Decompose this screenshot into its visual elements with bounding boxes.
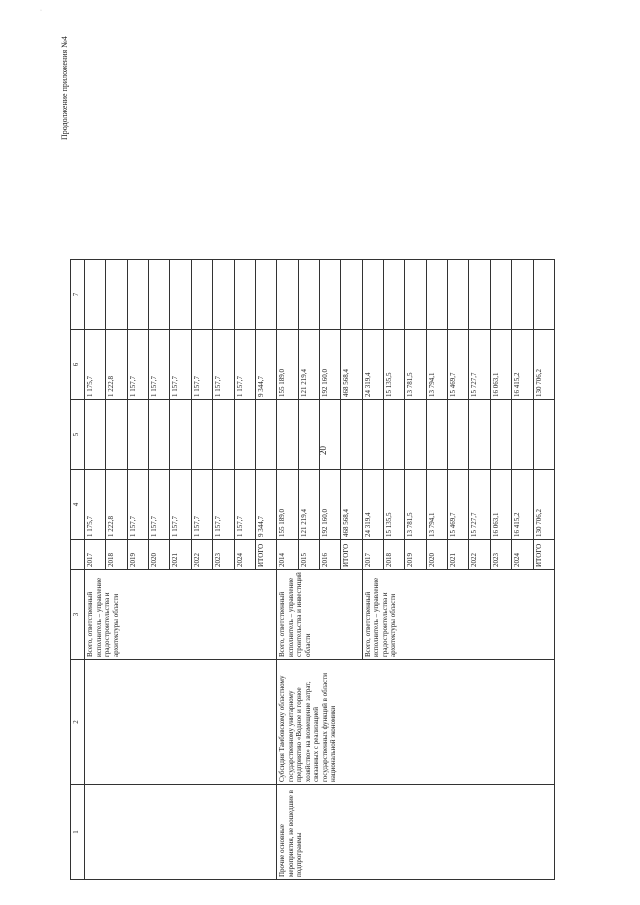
table-cell: 2023 [213, 540, 234, 570]
table-cell: Всего, ответственный исполнитель – управление градостроительства и архитектуры области [85, 570, 277, 660]
table-cell: 2015 [298, 540, 319, 570]
table-cell: 16 063,1 [490, 470, 511, 540]
table-cell: ИТОГО [341, 540, 362, 570]
table-cell [469, 400, 490, 470]
table-cell: 15 727,7 [469, 470, 490, 540]
table-cell: 1 157,7 [191, 470, 212, 540]
table-cell: 2020 [149, 540, 170, 570]
table-cell: 16 063,1 [490, 330, 511, 400]
table-cell: 2019 [127, 540, 148, 570]
rotated-table-container [70, 260, 555, 880]
table-cell: 2023 [490, 540, 511, 570]
table-cell [106, 400, 127, 470]
table-cell [234, 400, 255, 470]
table-cell: 2019 [405, 540, 426, 570]
table-cell: 9 344,7 [255, 470, 276, 540]
table-cell: 2020 [426, 540, 447, 570]
table-cell: 1 175,7 [85, 470, 106, 540]
table-cell: 15 135,5 [384, 470, 405, 540]
table-cell: 468 568,4 [341, 470, 362, 540]
table-cell: 130 706,2 [533, 330, 554, 400]
table-cell: 15 469,7 [448, 470, 469, 540]
header-cell: 6 [71, 330, 85, 400]
table-cell [106, 260, 127, 330]
table-cell: 13 794,1 [426, 330, 447, 400]
table-cell [255, 260, 276, 330]
table-cell: 1 157,7 [170, 470, 191, 540]
table-cell [213, 260, 234, 330]
table-row [85, 260, 106, 880]
header-cell: 7 [71, 260, 85, 330]
table-cell [277, 400, 298, 470]
table-cell [191, 400, 212, 470]
corner-mark: · [40, 8, 42, 14]
table-cell: 192 160,0 [319, 470, 340, 540]
table-cell: 2017 [362, 540, 383, 570]
table-cell [469, 260, 490, 330]
table-cell: Всего, ответственный исполнитель – управление строительства и инвестиций области [277, 570, 362, 660]
table-cell: ИТОГО [533, 540, 554, 570]
table-cell: 2018 [384, 540, 405, 570]
table-row [277, 260, 298, 880]
table-cell: 1 157,7 [149, 330, 170, 400]
table-cell [298, 400, 319, 470]
table-cell [362, 400, 383, 470]
table-cell [170, 400, 191, 470]
table-cell [149, 400, 170, 470]
header-cell [71, 540, 85, 570]
table-cell [85, 660, 277, 785]
table-cell [191, 260, 212, 330]
table-cell [448, 400, 469, 470]
header-cell: 4 [71, 470, 85, 540]
table-cell: ИТОГО [255, 540, 276, 570]
table-cell: 1 157,7 [234, 330, 255, 400]
table-cell: 2022 [469, 540, 490, 570]
table-cell: 155 189,0 [277, 330, 298, 400]
table-cell [405, 400, 426, 470]
table-cell [512, 400, 533, 470]
table-cell: 9 344,7 [255, 330, 276, 400]
table-cell: 1 157,7 [213, 470, 234, 540]
table-cell: 2014 [277, 540, 298, 570]
table-cell: 1 175,7 [85, 330, 106, 400]
table-cell: 130 706,2 [533, 470, 554, 540]
table-cell [255, 400, 276, 470]
table-cell [127, 400, 148, 470]
table-cell [213, 400, 234, 470]
table-cell: 2022 [191, 540, 212, 570]
table-cell: 2021 [448, 540, 469, 570]
table-cell: 1 222,8 [106, 330, 127, 400]
table-cell: 13 794,1 [426, 470, 447, 540]
table-cell [277, 260, 298, 330]
header-cell: 3 [71, 570, 85, 660]
table-cell: 1 157,7 [191, 330, 212, 400]
table-cell [85, 400, 106, 470]
table-cell [448, 260, 469, 330]
header-cell: 1 [71, 785, 85, 880]
table-cell: 15 727,7 [469, 330, 490, 400]
table-cell: 1 157,7 [170, 330, 191, 400]
table-cell [533, 400, 554, 470]
table-cell [405, 260, 426, 330]
table-cell [490, 260, 511, 330]
header-row [71, 260, 85, 880]
table-cell [384, 260, 405, 330]
table-cell: 2021 [170, 540, 191, 570]
table-cell [170, 260, 191, 330]
table-cell [85, 785, 277, 880]
table-cell [149, 260, 170, 330]
table-cell [319, 400, 340, 470]
table-cell [384, 400, 405, 470]
table-cell: 1 157,7 [213, 330, 234, 400]
continuation-note: Продолжение приложения №4 [60, 36, 69, 140]
table-cell [362, 260, 383, 330]
table-cell: 2018 [106, 540, 127, 570]
table-cell: 16 415,2 [512, 330, 533, 400]
table-cell: 15 135,5 [384, 330, 405, 400]
table-cell: 121 219,4 [298, 330, 319, 400]
table-cell: 16 415,2 [512, 470, 533, 540]
budget-table [70, 259, 555, 880]
header-cell: 2 [71, 660, 85, 785]
table-cell: 13 781,5 [405, 470, 426, 540]
table-cell [127, 260, 148, 330]
table-cell: 1 157,7 [127, 330, 148, 400]
table-cell [490, 400, 511, 470]
table-cell [426, 260, 447, 330]
table-cell: 2024 [234, 540, 255, 570]
table-cell: Всего, ответственный исполнитель – управление градостроительства и архитектуры области [362, 570, 554, 660]
page-number: 20 [318, 446, 328, 455]
table-cell: 121 219,4 [298, 470, 319, 540]
table-cell: 15 469,7 [448, 330, 469, 400]
table-cell: 155 189,0 [277, 470, 298, 540]
header-cell: 5 [71, 400, 85, 470]
table-cell: 1 157,7 [127, 470, 148, 540]
table-cell: 192 160,0 [319, 330, 340, 400]
table-body [85, 260, 555, 880]
table-cell [85, 260, 106, 330]
table-cell: Прочие основные мероприятия, не вошедшие в подпрограммы [277, 785, 555, 880]
table-cell: 24 319,4 [362, 470, 383, 540]
table-cell: 2017 [85, 540, 106, 570]
table-cell: 1 222,8 [106, 470, 127, 540]
table-cell: 2024 [512, 540, 533, 570]
table-cell [234, 260, 255, 330]
table-cell [533, 260, 554, 330]
table-cell: 24 319,4 [362, 330, 383, 400]
table-cell: 1 157,7 [234, 470, 255, 540]
table-cell: 468 568,4 [341, 330, 362, 400]
table-cell [341, 260, 362, 330]
table-cell: 1 157,7 [149, 470, 170, 540]
table-cell: 13 781,5 [405, 330, 426, 400]
table-cell [298, 260, 319, 330]
table-cell [426, 400, 447, 470]
table-cell: Субсидия Тамбовскому областному государственному унитарному предприятию «Водное и горное хозяйство» на возмещение затрат, связанных с реализацией государственных функций в области национальной экономики [277, 660, 555, 785]
table-cell [512, 260, 533, 330]
table-cell [319, 260, 340, 330]
table-cell: 2016 [319, 540, 340, 570]
table-cell [341, 400, 362, 470]
